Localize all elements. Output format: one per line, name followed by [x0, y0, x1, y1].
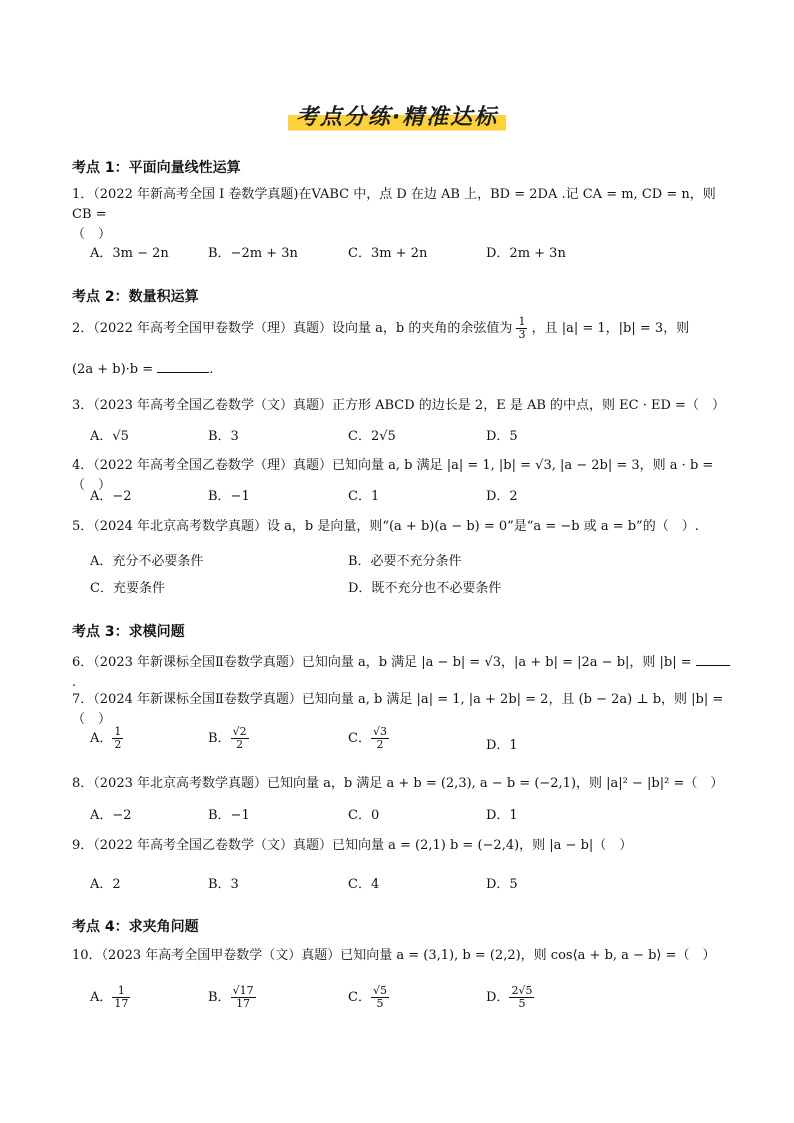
fraction-numerator: √17: [232, 984, 254, 997]
question-5: [72, 517, 732, 537]
q7-option-b: [208, 726, 249, 751]
fraction-numerator: 1: [114, 725, 122, 738]
option-fraction: [509, 985, 534, 1010]
question-3: [72, 396, 732, 416]
answer-blank: [696, 653, 730, 666]
fraction-denominator: 5: [518, 997, 526, 1010]
fraction-numerator: 1: [112, 985, 130, 998]
fraction-numerator: 2√5: [511, 984, 533, 997]
question-6: [72, 653, 732, 693]
section-heading-1: 考点 1：平面向量线性运算: [72, 160, 241, 176]
question-1-text: 1．（2022 年新高考全国 I 卷数学真题)在VABC 中，点 D 在边 AB 上，BD = 2DA .记 CA = m, CD = n，则 CB =: [72, 187, 716, 222]
question-2-fraction: [516, 316, 527, 341]
question-10-options: [90, 985, 730, 1019]
page-title: [0, 100, 794, 133]
question-4-text: 4．（2022 年高考全国乙卷数学（理）真题）已知向量 a, b 满足 |a| = 1, |b| = √3, |a − 2b| = 3，则 a · b =（ ）: [72, 458, 714, 493]
q9-option-b: B．3: [208, 877, 239, 892]
q8-option-c: C．0: [348, 808, 380, 823]
option-label: B．: [208, 990, 231, 1005]
q1-option-a: A．3m − 2n: [90, 246, 169, 261]
answer-blank: [157, 360, 209, 373]
q10-option-d: [486, 985, 534, 1010]
fraction-denominator: 2: [114, 738, 122, 751]
option-label: B．: [208, 731, 231, 746]
q9-option-a: A．2: [90, 877, 121, 892]
q9-option-c: C．4: [348, 877, 380, 892]
fraction-denominator: 2: [236, 738, 244, 751]
q3-option-a: A．√5: [90, 429, 129, 444]
q5-option-b: B．必要不充分条件: [348, 554, 462, 569]
option-fraction: [231, 985, 256, 1010]
q10-option-b: [208, 985, 256, 1010]
q4-option-d: D．2: [486, 489, 518, 504]
fraction-denominator: 3: [518, 328, 526, 341]
question-9: [72, 836, 732, 856]
q7-option-a: [90, 726, 123, 751]
question-2: [72, 316, 732, 341]
question-8-text: 8．（2023 年北京高考数学真题）已知向量 a，b 满足 a + b = (2,3), a − b = (−2,1)，则 |a|² − |b|² =（ ）: [72, 776, 724, 791]
q3-option-c: C．2√5: [348, 429, 396, 444]
q9-option-d: D．5: [486, 877, 518, 892]
question-2-text-2: ，且 |a| = 1，|b| = 3，则: [531, 321, 690, 336]
option-label: A．: [90, 731, 113, 746]
fraction-numerator: 1: [518, 315, 526, 328]
option-label: C．: [348, 731, 371, 746]
q5-option-a: A．充分不必要条件: [90, 554, 204, 569]
fraction-denominator: 17: [236, 997, 251, 1010]
question-9-text: 9．（2022 年高考全国乙卷数学（文）真题）已知向量 a = (2,1) b = (−2,4)，则 |a − b|（ ）: [72, 838, 633, 853]
option-label: A．: [90, 990, 113, 1005]
section-heading-2: 考点 2：数量积运算: [72, 289, 199, 305]
question-4-options: [90, 485, 730, 507]
section-heading-3: 考点 3：求模问题: [72, 624, 185, 640]
question-8: [72, 774, 732, 794]
fraction-denominator: 2: [376, 738, 384, 751]
question-10-text: 10．（2023 年高考全国甲卷数学（文）真题）已知向量 a = (3,1), b = (2,2)，则 cos⟨a + b, a − b⟩ =（ ）: [72, 948, 716, 963]
question-7-text: 7．（2024 年新课标全国Ⅱ卷数学真题）已知向量 a, b 满足 |a| = 1, |a + 2b| = 2，且 (b − 2a) ⊥ b，则 |b| =（ ）: [72, 692, 724, 727]
question-3-text: 3．（2023 年高考全国乙卷数学（文）真题）正方形 ABCD 的边长是 2，E 是 AB 的中点，则 EC · ED =（ ）: [72, 398, 725, 413]
question-7-options: [90, 726, 730, 760]
q1-option-d: D．2m + 3n: [486, 246, 566, 261]
q8-option-a: A．−2: [90, 808, 132, 823]
q5-option-d: D．既不充分也不必要条件: [348, 581, 502, 596]
q10-option-c: [348, 985, 389, 1010]
q3-option-d: D．5: [486, 429, 518, 444]
option-fraction: [112, 726, 123, 751]
question-5-text: 5．（2024 年北京高考数学真题）设 a，b 是向量，则“(a + b)(a − b) = 0”是“a = −b 或 a = b”的（ ）.: [72, 519, 699, 534]
q4-option-a: A．−2: [90, 489, 132, 504]
title-text: 考点分练·精准达标: [288, 100, 506, 133]
option-fraction: [371, 726, 389, 751]
q10-option-a: [90, 985, 130, 1010]
question-7: [72, 690, 732, 730]
question-6-end: .: [72, 675, 77, 690]
q1-option-c: C．3m + 2n: [348, 246, 428, 261]
q7-option-d: D．1: [486, 738, 518, 753]
question-8-options: [90, 804, 730, 826]
question-10: [72, 946, 732, 966]
question-1-paren: （ ）: [72, 227, 112, 242]
q7-option-c: [348, 726, 389, 751]
fraction-denominator: 5: [376, 997, 384, 1010]
fraction-numerator: √2: [232, 725, 247, 738]
q3-option-b: B．3: [208, 429, 239, 444]
question-9-options: [90, 873, 730, 895]
option-fraction: [231, 726, 249, 751]
q1-option-b: B．−2m + 3n: [208, 246, 298, 261]
q8-option-d: D．1: [486, 808, 518, 823]
question-5-options-row-2: [90, 577, 730, 599]
fraction-denominator: 17: [114, 997, 129, 1010]
question-2-line-2: (2a + b)·b = .: [72, 362, 214, 377]
fraction-numerator: √5: [372, 984, 387, 997]
option-fraction: [112, 985, 130, 1010]
section-heading-4: 考点 4：求夹角问题: [72, 919, 199, 935]
option-label: C．: [348, 990, 371, 1005]
question-1-options: [90, 242, 730, 264]
q5-option-c: C．充要条件: [90, 581, 165, 596]
question-5-options-row-1: [90, 550, 730, 572]
question-2-text: 2．（2022 年高考全国甲卷数学（理）真题）设向量 a，b 的夹角的余弦值为: [72, 321, 513, 336]
q4-option-b: B．−1: [208, 489, 250, 504]
question-1: [72, 185, 732, 245]
question-3-options: [90, 425, 730, 447]
question-6-text: 6．（2023 年新课标全国Ⅱ卷数学真题）已知向量 a，b 满足 |a − b| = √3，|a + b| = |2a − b|，则 |b| =: [72, 655, 692, 670]
option-label: D．: [486, 990, 510, 1005]
question-2-expression: (2a + b)·b =: [72, 362, 154, 377]
fraction-numerator: √3: [372, 725, 387, 738]
q8-option-b: B．−1: [208, 808, 250, 823]
option-fraction: [371, 985, 389, 1010]
q4-option-c: C．1: [348, 489, 380, 504]
